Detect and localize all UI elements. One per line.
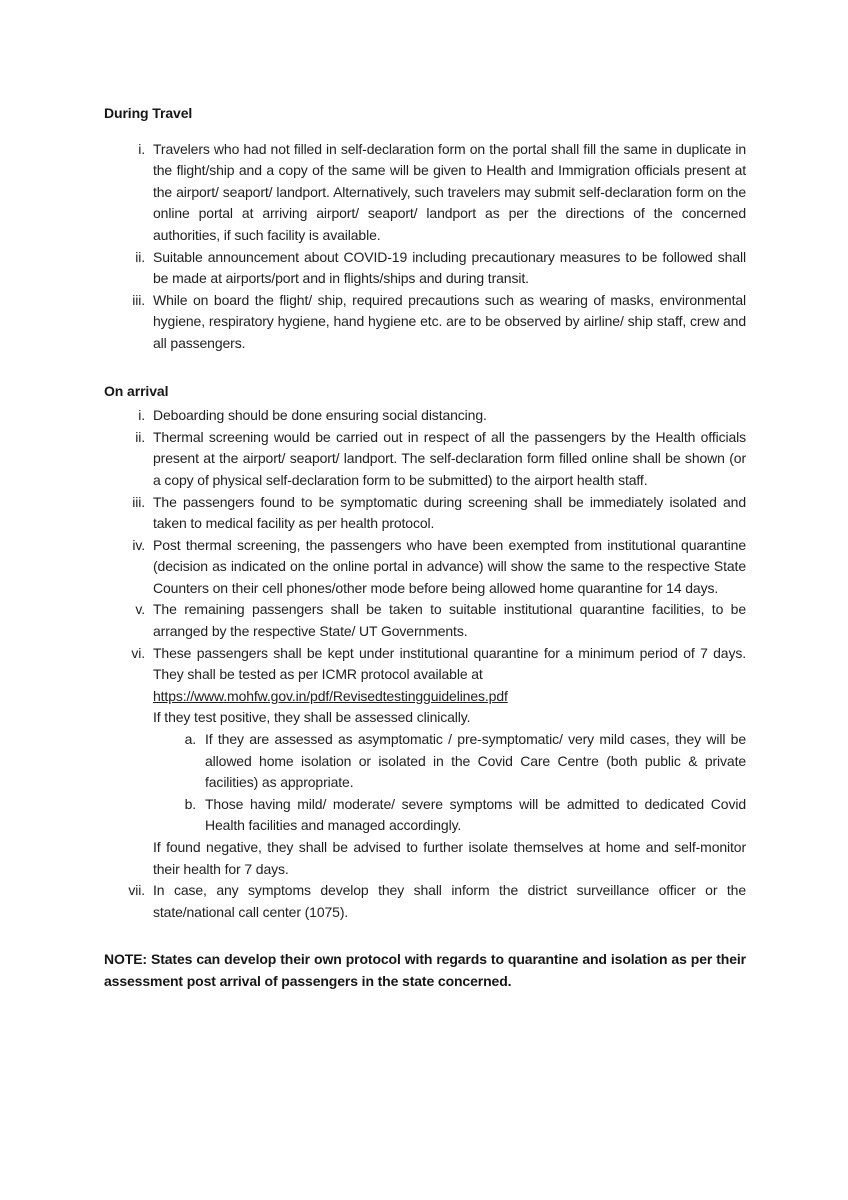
list-marker: ii. [135, 428, 145, 445]
list-item [104, 880, 746, 923]
list-item [104, 427, 746, 492]
section-heading-on-arrival: On arrival [104, 382, 169, 399]
sub-list-marker: b. [184, 795, 196, 812]
list-item-text: Deboarding should be done ensuring social distancing. [153, 407, 487, 424]
list-item-text: While on board the flight/ ship, required precautions such as wearing of masks, environmental hygiene, respiratory hygiene, hand hygiene etc. are to be observed by airline/ ship staff, crew and all passengers. [153, 291, 746, 351]
list-item-text: Travelers who had not filled in self-declaration form on the portal shall fill the same in duplicate in the flight/ship and a copy of the same will be given to Health and Immigration officials present at the airport/ seaport/ landport. Alternatively, such travelers may submit self-declaration form on the online portal at arriving airport/ seaport/ landport as per the directions of the concerned authorities, if such facility is available. [153, 140, 746, 243]
list-item-text: In case, any symptoms develop they shall inform the district surveillance officer or the state/national call center (1075). [153, 882, 746, 920]
list-item [104, 492, 746, 535]
list-item-text: Thermal screening would be carried out in respect of all the passengers by the Health officials present at the airport/ seaport/ landport. The self-declaration form filled online shall be shown (or a copy of physical self-declaration form to be submitted) to the airport health staff. [153, 428, 746, 488]
list-item [104, 643, 746, 881]
list-marker: ii. [135, 248, 145, 265]
list-item-body [153, 643, 746, 881]
sub-list-item [176, 729, 746, 794]
list-marker: iv. [132, 536, 145, 553]
sub-list-item-text: Those having mild/ moderate/ severe symptoms will be admitted to dedicated Covid Health facilities and managed accordingly. [205, 795, 746, 834]
list-item [104, 139, 746, 247]
list-marker: i. [138, 140, 145, 157]
list-marker: iii. [132, 493, 145, 510]
list-item-text: If found negative, they shall be advised to further isolate themselves at home and self-monitor their health for 7 days. [153, 839, 746, 877]
list-item-text: Post thermal screening, the passengers who have been exempted from institutional quarantine (decision as indicated on the online portal in advance) will show the same to the respective State Counters on their cell phones/other mode before being allowed home quarantine for 14 days. [153, 536, 746, 596]
sub-list-item [176, 794, 746, 837]
sub-list-marker: a. [184, 731, 196, 748]
list-marker: vi. [131, 644, 145, 661]
list-item [104, 405, 746, 427]
list-marker: iii. [132, 291, 145, 308]
list-item-text: Suitable announcement about COVID-19 including precautionary measures to be followed shall be made at airports/port and in flights/ships and during transit. [153, 248, 746, 287]
list-item-text: The remaining passengers shall be taken to suitable institutional quarantine facilities, to be arranged by the respective State/ UT Governments. [153, 601, 746, 640]
list-marker: i. [138, 407, 145, 424]
section-heading-during-travel: During Travel [104, 105, 193, 121]
list-item [104, 290, 746, 355]
list-marker: v. [135, 601, 145, 618]
list-item [104, 247, 746, 290]
list-item [104, 599, 746, 642]
list-marker: vii. [128, 882, 145, 899]
list-item-text: The passengers found to be symptomatic during screening shall be immediately isolated and taken to medical facility as per health protocol. [153, 493, 746, 532]
list-item [104, 535, 746, 600]
list-item-text: These passengers shall be kept under institutional quarantine for a minimum period of 7 days. They shall be tested as per ICMR protocol available at [153, 644, 746, 683]
list-item-text: If they test positive, they shall be assessed clinically. [153, 709, 471, 726]
link-line [153, 686, 746, 708]
note-paragraph: NOTE: States can develop their own protocol with regards to quarantine and isolation as per their assessment post arrival of passengers in the state concerned. [104, 951, 746, 989]
mohfw-guidelines-link[interactable]: https://www.mohfw.gov.in/pdf/Revisedtestingguidelines.pdf [153, 687, 508, 704]
sub-list-item-text: If they are assessed as asymptomatic / pre-symptomatic/ very mild cases, they will be allowed home isolation or isolated in the Covid Care Centre (both public & private facilities) as appropriate. [205, 731, 746, 791]
